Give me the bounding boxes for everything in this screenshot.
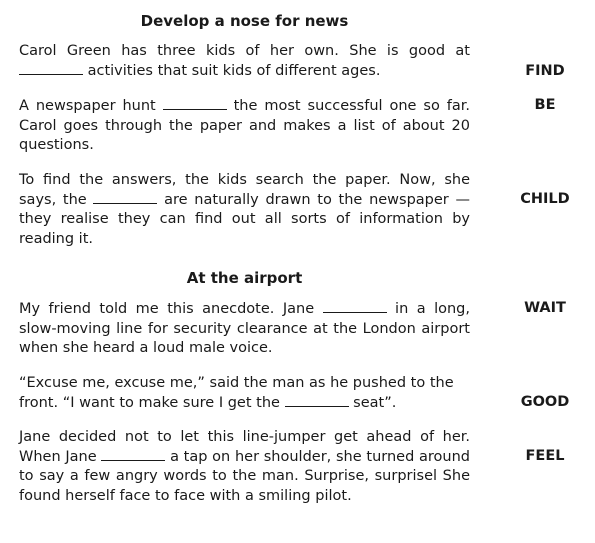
paragraph-text: seat”. [348,394,397,411]
answer-blank[interactable] [19,62,83,75]
section-title-news: Develop a nose for news [140,12,349,30]
paragraph-airport-1 [19,300,470,359]
prompt-word-good: GOOD [520,394,570,410]
prompt-word-child: CHILD [520,191,570,207]
paragraph-text: activities that suit kids of different ages. [83,62,381,79]
paragraph-news-2 [19,97,470,156]
paragraph-text: the most successful one so far. Carol goes through the paper and makes a list of about 20 questions. [19,98,471,153]
paragraph-news-3 [19,171,470,249]
paragraph-airport-2 [19,374,470,413]
answer-blank[interactable] [101,448,165,461]
answer-blank[interactable] [163,97,227,110]
paragraph-text: in a long, slow-moving line for security clearance at the London airport when she heard a loud male voice. [19,301,470,356]
paragraph-text: My friend told me this anecdote. Jane [19,301,323,317]
paragraph-text: are naturally drawn to the newspaper — they realise they can find out all sorts of information by reading it. [19,191,470,247]
prompt-word-find: FIND [525,63,565,79]
answer-blank[interactable] [323,300,387,313]
prompt-word-wait: WAIT [524,300,566,316]
paragraph-text: To find the answers, the kids search the paper. Now, she says, the [19,172,470,208]
paragraph-text: Carol Green has three kids of her own. She is good at [19,43,470,59]
answer-blank[interactable] [93,191,157,204]
prompt-word-feel: FEEL [525,448,565,464]
paragraph-text: “Excuse me, excuse me,” said the man as he pushed to the front. “I want to make sure I get the [19,375,454,411]
paragraph-text: Jane decided not to let this line-jumper get ahead of her. When Jane [19,429,470,465]
answer-blank[interactable] [285,394,349,407]
prompt-word-be: BE [534,97,556,113]
paragraph-news-1 [19,42,470,81]
paragraph-text: A newspaper hunt [19,98,163,114]
section-title-airport: At the airport [186,269,303,287]
paragraph-airport-3 [19,428,470,506]
paragraph-text: a tap on her shoulder, she turned around to say a few angry words to the man. Surprise, surprisel She found herself face to face with a smiling pilot. [19,448,470,504]
